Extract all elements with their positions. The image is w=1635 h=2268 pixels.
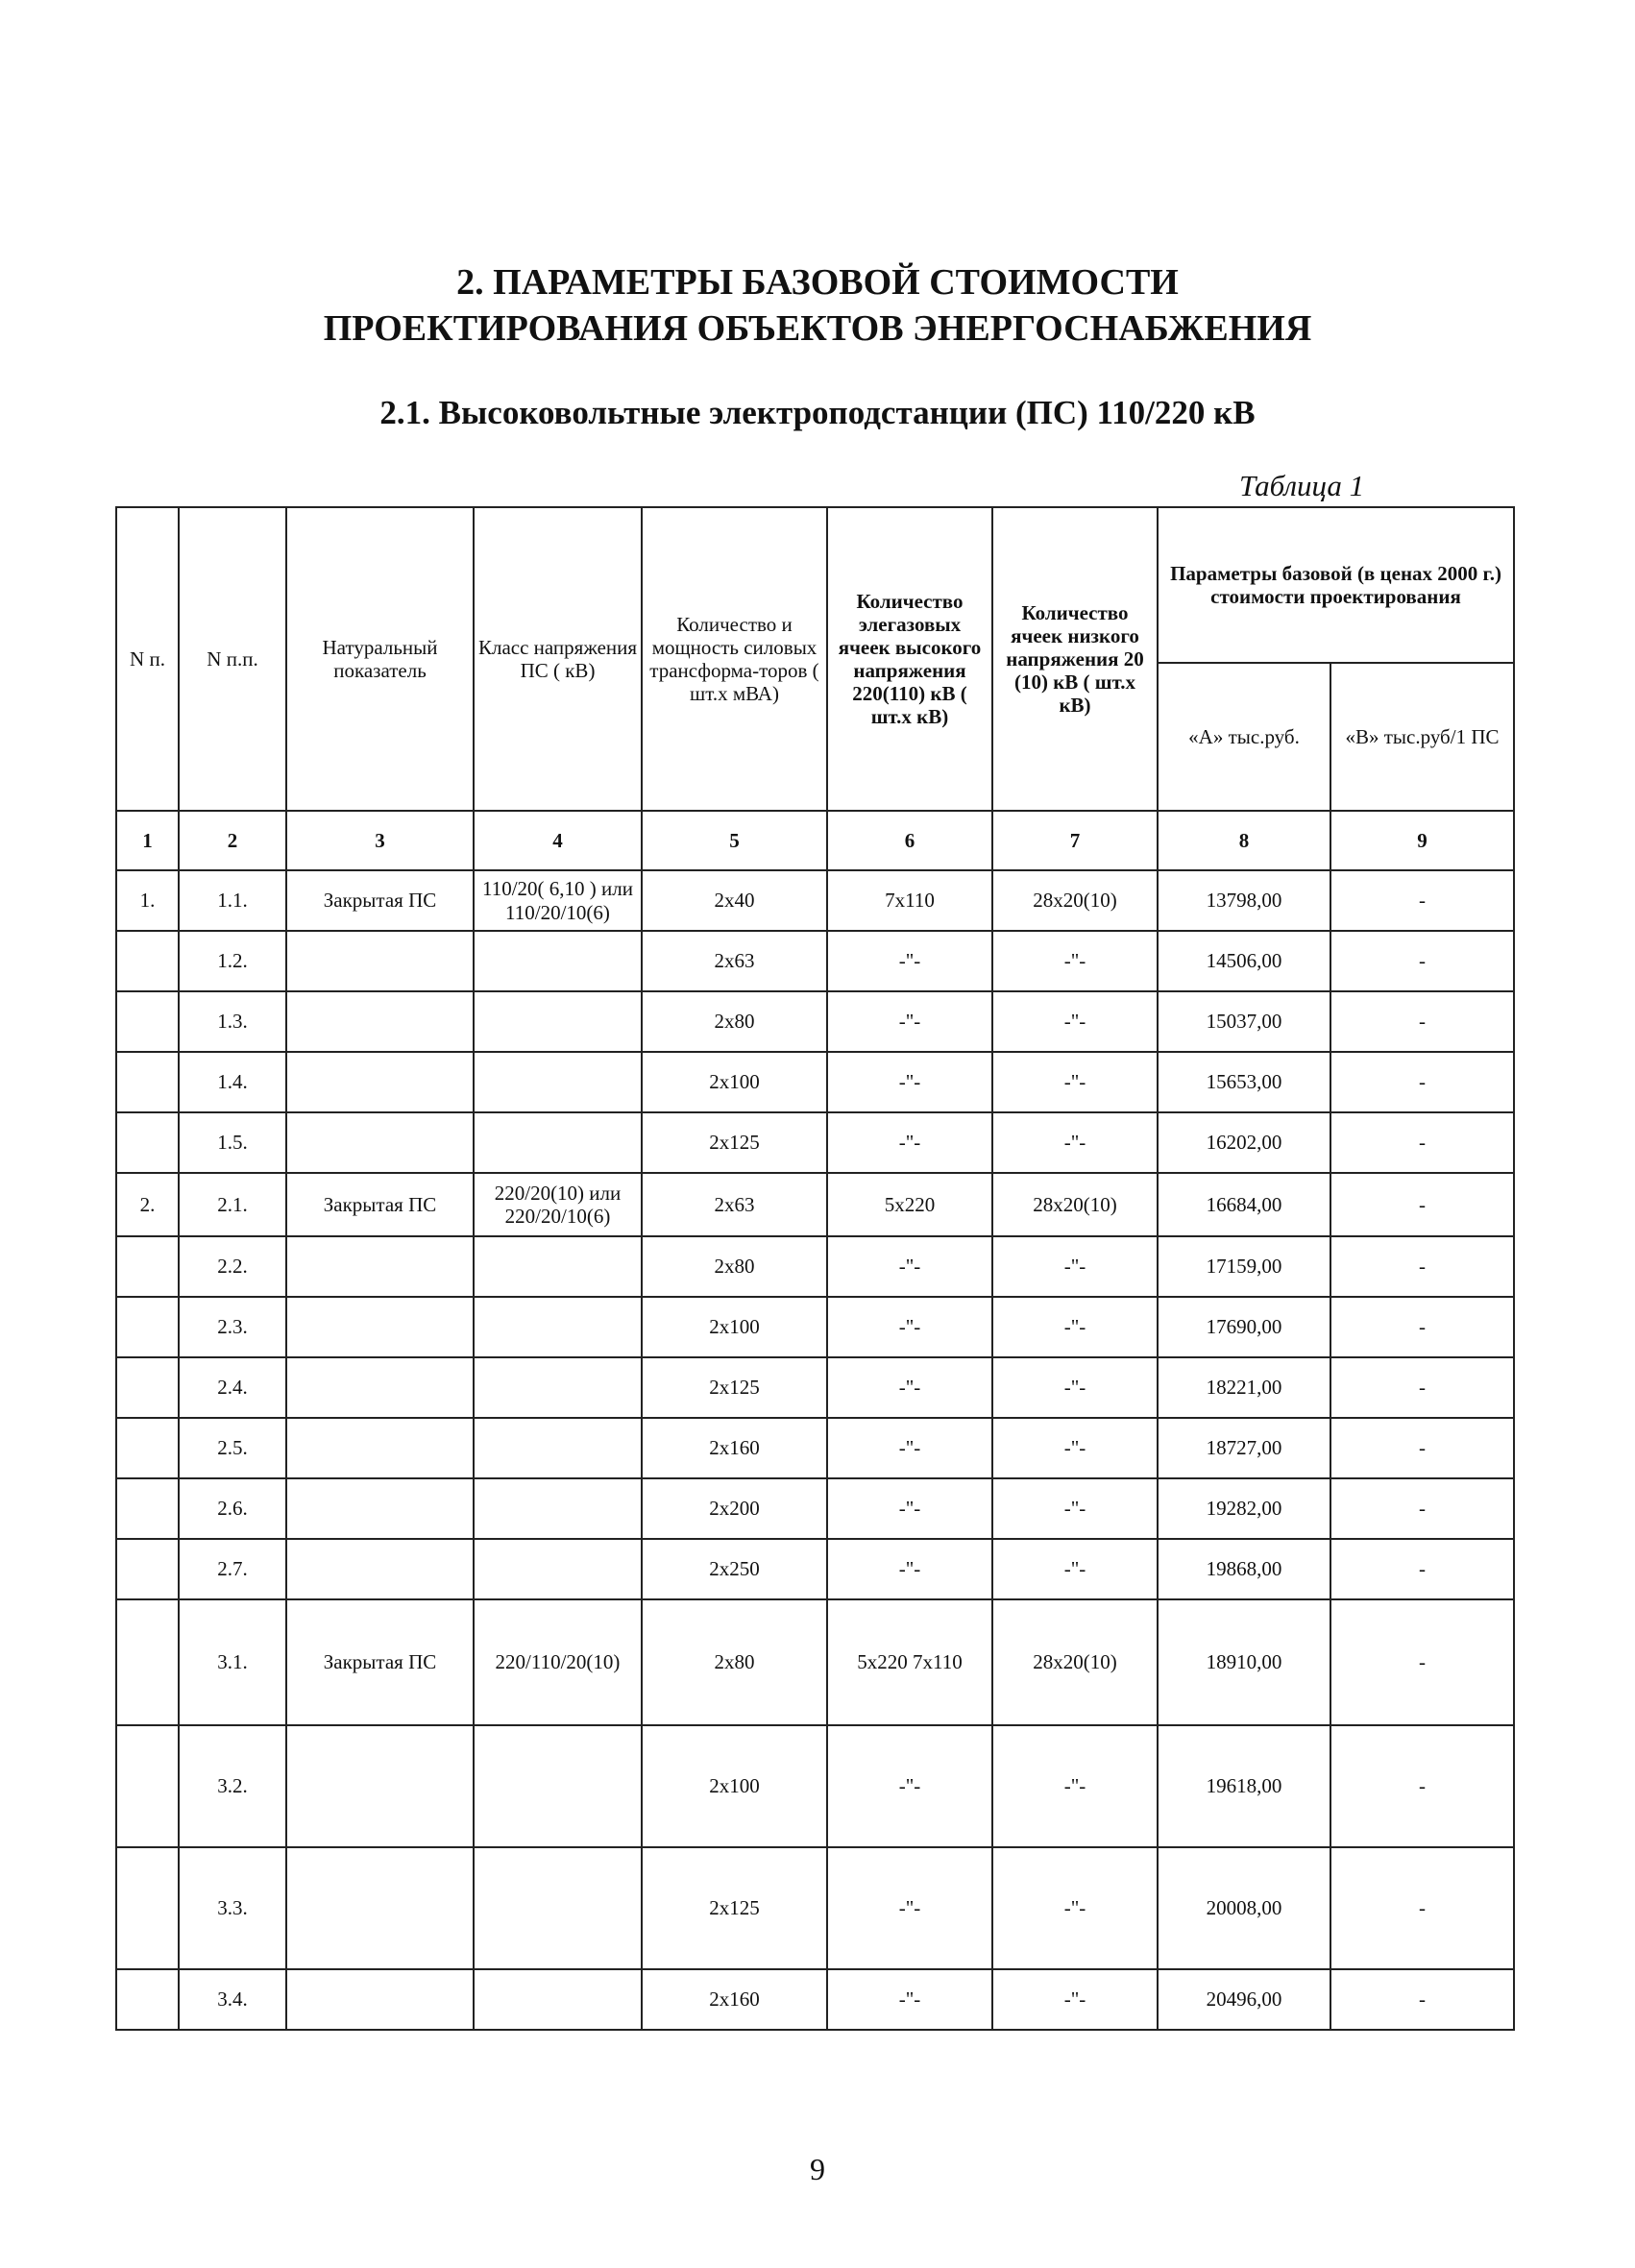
table-row [116, 1297, 1514, 1357]
hv-gis-cells-cell: 5х220 [827, 1173, 992, 1236]
page-number: 9 [810, 2152, 825, 2186]
transformer-count-power-cell: 2х63 [642, 1173, 827, 1236]
header-lv-cells: Количество ячеек низкого напряжения 20 (10) кВ ( шт.х кВ) [992, 507, 1158, 811]
row-number-cell [116, 1599, 179, 1725]
lv-cells-cell: -"- [992, 1539, 1158, 1599]
item-number-cell: 2.2. [179, 1236, 286, 1297]
header-npp: N п.п. [179, 507, 286, 811]
table-row [116, 931, 1514, 991]
item-number-cell: 2.5. [179, 1418, 286, 1478]
row-number-cell: 2. [116, 1173, 179, 1236]
hv-gis-cells-cell: -"- [827, 1052, 992, 1112]
column-number: 6 [827, 811, 992, 870]
base-cost-a-cell: 14506,00 [1158, 931, 1330, 991]
document-title-line-2: ПРОЕКТИРОВАНИЯ ОБЪЕКТОВ ЭНЕРГОСНАБЖЕНИЯ [323, 308, 1312, 349]
natural-indicator-cell [286, 1236, 474, 1297]
base-cost-a-cell: 18910,00 [1158, 1599, 1330, 1725]
voltage-class-cell [474, 1052, 642, 1112]
column-number: 7 [992, 811, 1158, 870]
natural-indicator-cell [286, 1297, 474, 1357]
row-number-cell [116, 1236, 179, 1297]
row-number-cell [116, 1539, 179, 1599]
row-number-cell: 1. [116, 870, 179, 931]
table-row [116, 870, 1514, 931]
base-cost-a-cell: 15653,00 [1158, 1052, 1330, 1112]
table-caption: Таблица 1 [1239, 469, 1365, 502]
base-cost-b-cell: - [1330, 1969, 1514, 2030]
base-cost-a-cell: 13798,00 [1158, 870, 1330, 931]
cost-parameters-table [115, 506, 1515, 2031]
lv-cells-cell: -"- [992, 1847, 1158, 1969]
base-cost-a-cell: 19618,00 [1158, 1725, 1330, 1847]
row-number-cell [116, 931, 179, 991]
natural-indicator-cell [286, 1112, 474, 1173]
table-row [116, 1847, 1514, 1969]
hv-gis-cells-cell: -"- [827, 1539, 992, 1599]
item-number-cell: 1.2. [179, 931, 286, 991]
header-cost-b: «В» тыс.руб/1 ПС [1330, 663, 1514, 811]
lv-cells-cell: -"- [992, 1357, 1158, 1418]
transformer-count-power-cell: 2х100 [642, 1052, 827, 1112]
section-title: 2.1. Высоковольтные электроподстанции (ПС) 110/220 кВ [379, 394, 1256, 431]
item-number-cell: 1.1. [179, 870, 286, 931]
base-cost-a-cell: 15037,00 [1158, 991, 1330, 1052]
row-number-cell [116, 1357, 179, 1418]
base-cost-b-cell: - [1330, 1418, 1514, 1478]
table-row [116, 1236, 1514, 1297]
lv-cells-cell: -"- [992, 1725, 1158, 1847]
column-number: 3 [286, 811, 474, 870]
table-row [116, 1599, 1514, 1725]
item-number-cell: 1.3. [179, 991, 286, 1052]
hv-gis-cells-cell: -"- [827, 1725, 992, 1847]
lv-cells-cell: 28х20(10) [992, 1599, 1158, 1725]
natural-indicator-cell [286, 1052, 474, 1112]
column-number: 9 [1330, 811, 1514, 870]
row-number-cell [116, 1725, 179, 1847]
row-number-cell [116, 991, 179, 1052]
transformer-count-power-cell: 2х160 [642, 1418, 827, 1478]
table-row [116, 1418, 1514, 1478]
transformer-count-power-cell: 2х125 [642, 1357, 827, 1418]
lv-cells-cell: -"- [992, 1297, 1158, 1357]
voltage-class-cell: 220/20(10) или 220/20/10(6) [474, 1173, 642, 1236]
row-number-cell [116, 1847, 179, 1969]
transformer-count-power-cell: 2х80 [642, 1599, 827, 1725]
column-number: 1 [116, 811, 179, 870]
voltage-class-cell [474, 1236, 642, 1297]
table-row [116, 1539, 1514, 1599]
voltage-class-cell [474, 1112, 642, 1173]
lv-cells-cell: -"- [992, 1112, 1158, 1173]
voltage-class-cell: 220/110/20(10) [474, 1599, 642, 1725]
base-cost-b-cell: - [1330, 991, 1514, 1052]
transformer-count-power-cell: 2х80 [642, 1236, 827, 1297]
table-row [116, 1478, 1514, 1539]
base-cost-b-cell: - [1330, 870, 1514, 931]
natural-indicator-cell: Закрытая ПС [286, 1599, 474, 1725]
item-number-cell: 3.2. [179, 1725, 286, 1847]
transformer-count-power-cell: 2х200 [642, 1478, 827, 1539]
lv-cells-cell: -"- [992, 1969, 1158, 2030]
transformer-count-power-cell: 2х63 [642, 931, 827, 991]
voltage-class-cell [474, 1539, 642, 1599]
item-number-cell: 2.6. [179, 1478, 286, 1539]
base-cost-a-cell: 20008,00 [1158, 1847, 1330, 1969]
lv-cells-cell: -"- [992, 1418, 1158, 1478]
column-number: 4 [474, 811, 642, 870]
column-number: 8 [1158, 811, 1330, 870]
row-number-cell [116, 1112, 179, 1173]
transformer-count-power-cell: 2х250 [642, 1539, 827, 1599]
base-cost-a-cell: 18727,00 [1158, 1418, 1330, 1478]
base-cost-b-cell: - [1330, 1173, 1514, 1236]
header-indicator: Натуральный показатель [286, 507, 474, 811]
voltage-class-cell [474, 1357, 642, 1418]
base-cost-a-cell: 19282,00 [1158, 1478, 1330, 1539]
natural-indicator-cell [286, 1357, 474, 1418]
row-number-cell [116, 1478, 179, 1539]
base-cost-b-cell: - [1330, 1478, 1514, 1539]
lv-cells-cell: 28х20(10) [992, 870, 1158, 931]
hv-gis-cells-cell: -"- [827, 1478, 992, 1539]
header-transformers: Количество и мощность силовых трансформа-торов ( шт.х мВА) [642, 507, 827, 811]
natural-indicator-cell [286, 1725, 474, 1847]
hv-gis-cells-cell: -"- [827, 931, 992, 991]
row-number-cell [116, 1052, 179, 1112]
column-number-row [116, 811, 1514, 870]
header-voltage-class: Класс напряжения ПС ( кВ) [474, 507, 642, 811]
natural-indicator-cell [286, 931, 474, 991]
table-row [116, 1725, 1514, 1847]
header-base-cost-group: Параметры базовой (в ценах 2000 г.) стоимости проектирования [1158, 507, 1514, 663]
table-row [116, 1969, 1514, 2030]
item-number-cell: 2.1. [179, 1173, 286, 1236]
item-number-cell: 3.1. [179, 1599, 286, 1725]
table-row [116, 1357, 1514, 1418]
column-number: 2 [179, 811, 286, 870]
voltage-class-cell [474, 1847, 642, 1969]
hv-gis-cells-cell: -"- [827, 1418, 992, 1478]
table-row [116, 1052, 1514, 1112]
lv-cells-cell: -"- [992, 931, 1158, 991]
lv-cells-cell: -"- [992, 1236, 1158, 1297]
lv-cells-cell: -"- [992, 991, 1158, 1052]
base-cost-b-cell: - [1330, 1539, 1514, 1599]
column-number: 5 [642, 811, 827, 870]
base-cost-b-cell: - [1330, 1725, 1514, 1847]
item-number-cell: 1.5. [179, 1112, 286, 1173]
header-hv-cells: Количество элегазовых ячеек высокого напряжения 220(110) кВ ( шт.х кВ) [827, 507, 992, 811]
hv-gis-cells-cell: -"- [827, 1847, 992, 1969]
voltage-class-cell: 110/20( 6,10 ) или 110/20/10(6) [474, 870, 642, 931]
row-number-cell [116, 1418, 179, 1478]
table-row [116, 1112, 1514, 1173]
base-cost-a-cell: 20496,00 [1158, 1969, 1330, 2030]
transformer-count-power-cell: 2х125 [642, 1847, 827, 1969]
base-cost-b-cell: - [1330, 1236, 1514, 1297]
base-cost-a-cell: 17159,00 [1158, 1236, 1330, 1297]
lv-cells-cell: -"- [992, 1052, 1158, 1112]
hv-gis-cells-cell: -"- [827, 1969, 992, 2030]
header-n: N п. [116, 507, 179, 811]
hv-gis-cells-cell: -"- [827, 1357, 992, 1418]
natural-indicator-cell: Закрытая ПС [286, 1173, 474, 1236]
hv-gis-cells-cell: -"- [827, 991, 992, 1052]
base-cost-b-cell: - [1330, 1847, 1514, 1969]
voltage-class-cell [474, 931, 642, 991]
hv-gis-cells-cell: -"- [827, 1112, 992, 1173]
base-cost-b-cell: - [1330, 1357, 1514, 1418]
natural-indicator-cell [286, 1847, 474, 1969]
lv-cells-cell: -"- [992, 1478, 1158, 1539]
voltage-class-cell [474, 991, 642, 1052]
transformer-count-power-cell: 2х80 [642, 991, 827, 1052]
item-number-cell: 3.4. [179, 1969, 286, 2030]
transformer-count-power-cell: 2х100 [642, 1725, 827, 1847]
natural-indicator-cell [286, 1539, 474, 1599]
voltage-class-cell [474, 1418, 642, 1478]
item-number-cell: 3.3. [179, 1847, 286, 1969]
document-title-line-1: 2. ПАРАМЕТРЫ БАЗОВОЙ СТОИМОСТИ [456, 262, 1179, 303]
hv-gis-cells-cell: -"- [827, 1236, 992, 1297]
natural-indicator-cell: Закрытая ПС [286, 870, 474, 931]
transformer-count-power-cell: 2х160 [642, 1969, 827, 2030]
row-number-cell [116, 1969, 179, 2030]
natural-indicator-cell [286, 1418, 474, 1478]
lv-cells-cell: 28х20(10) [992, 1173, 1158, 1236]
transformer-count-power-cell: 2х125 [642, 1112, 827, 1173]
base-cost-a-cell: 17690,00 [1158, 1297, 1330, 1357]
base-cost-a-cell: 18221,00 [1158, 1357, 1330, 1418]
base-cost-a-cell: 16202,00 [1158, 1112, 1330, 1173]
transformer-count-power-cell: 2х40 [642, 870, 827, 931]
voltage-class-cell [474, 1478, 642, 1539]
base-cost-b-cell: - [1330, 931, 1514, 991]
transformer-count-power-cell: 2х100 [642, 1297, 827, 1357]
base-cost-a-cell: 16684,00 [1158, 1173, 1330, 1236]
base-cost-b-cell: - [1330, 1112, 1514, 1173]
item-number-cell: 1.4. [179, 1052, 286, 1112]
voltage-class-cell [474, 1969, 642, 2030]
base-cost-b-cell: - [1330, 1599, 1514, 1725]
item-number-cell: 2.3. [179, 1297, 286, 1357]
table-row [116, 1173, 1514, 1236]
natural-indicator-cell [286, 1969, 474, 2030]
item-number-cell: 2.7. [179, 1539, 286, 1599]
hv-gis-cells-cell: 5х220 7х110 [827, 1599, 992, 1725]
voltage-class-cell [474, 1297, 642, 1357]
natural-indicator-cell [286, 991, 474, 1052]
base-cost-b-cell: - [1330, 1052, 1514, 1112]
row-number-cell [116, 1297, 179, 1357]
base-cost-a-cell: 19868,00 [1158, 1539, 1330, 1599]
header-cost-a: «А» тыс.руб. [1158, 663, 1330, 811]
voltage-class-cell [474, 1725, 642, 1847]
table-row [116, 991, 1514, 1052]
hv-gis-cells-cell: -"- [827, 1297, 992, 1357]
base-cost-b-cell: - [1330, 1297, 1514, 1357]
natural-indicator-cell [286, 1478, 474, 1539]
item-number-cell: 2.4. [179, 1357, 286, 1418]
hv-gis-cells-cell: 7х110 [827, 870, 992, 931]
